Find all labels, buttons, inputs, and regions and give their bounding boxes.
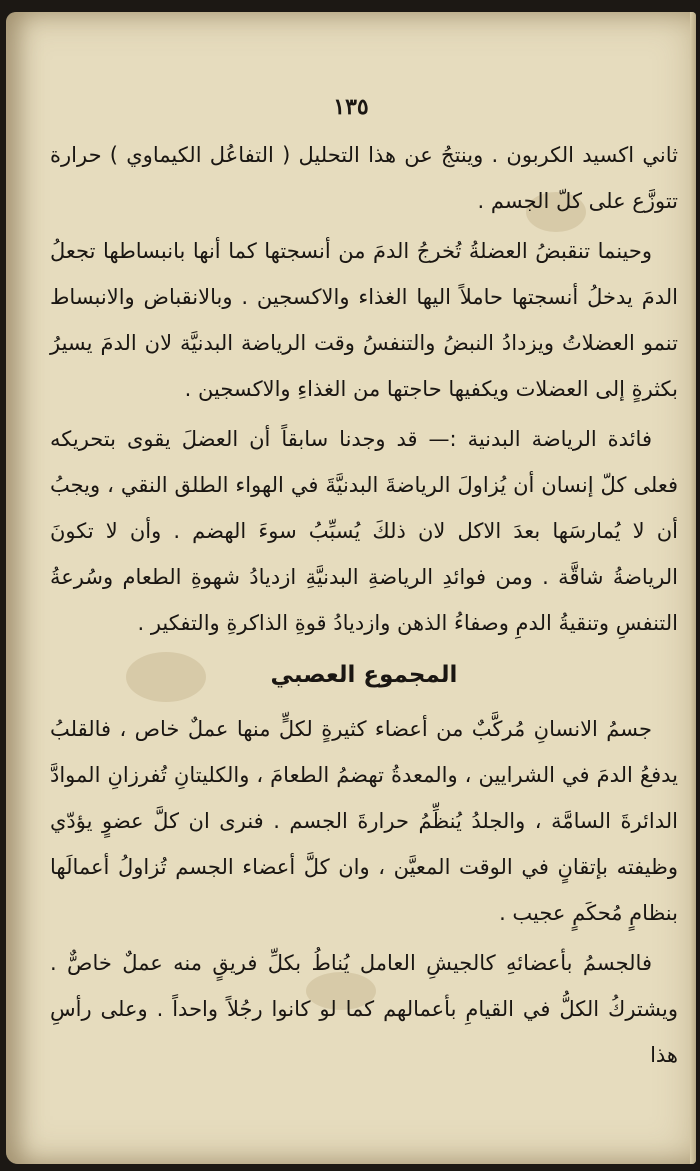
section-heading: المجموع العصبي (270, 662, 458, 688)
paragraph-2: وحينما تنقبضُ العضلةُ تُخرجُ الدمَ من أنسجتها كما أنها بانبساطها تجعلُ الدمَ يدخلُ أنسجتها حاملاً اليها الغذاء والاكسجين . وبالانقباض والانبساط تنمو العضلاتُ ويزدادُ النبضُ والتنفسُ وقت الرياضة البدنيَّة لان الدمَ يسيرُ بكثرةٍ إلى العضلات ويكفيها حاجتها من الغذاءِ والاكسجين . (50, 239, 678, 401)
paragraph-3: فائدة الرياضة البدنية :— قد وجدنا سابقاً أن العضلَ يقوى بتحريكه فعلى كلّ إنسان أن يُزاولَ الرياضةَ البدنيَّةَ في الهواء الطلق النقي ، ويجبُ أن لا يُمارسَها بعدَ الاكل لان ذلكَ يُسبِّبُ سوءَ الهضم . وأن لا تكونَ الرياضةُ شاقَّة . ومن فوائدِ الرياضةِ البدنيَّةِ ازديادُ شهوةِ الطعام وسُرعةُ التنفسِ وتنقيةُ الدمِ وصفاءُ الذهن وازديادُ قوةِ الذاكرةِ والتفكير . (50, 427, 678, 635)
section-paragraph-2: فالجسمُ بأعضائهِ كالجيشِ العامل يُناطُ بكلِّ فريقٍ منه عملٌ خاصٌّ . ويشتركُ الكلُّ في القيامِ بأعمالهم كما لو كانوا رجُلاً واحداً . وعلى رأسِ هذا (50, 951, 678, 1067)
paragraph-1: ثاني اكسيد الكربون . وينتجُ عن هذا التحليل ( التفاعُل الكيماوي ) حرارة تتوزَّع على كلّ الجسم . (50, 143, 678, 213)
body-text (50, 132, 678, 1082)
section-paragraph-1: جسمُ الانسانِ مُركَّبٌ من أعضاء كثيرةٍ لكلٍّ منها عملٌ خاص ، فالقلبُ يدفعُ الدمَ في الشرايين ، والمعدةُ تهضمُ الطعامَ ، والكليتانِ تُفرزانِ الموادَّ الدائرةَ السامَّة ، والجلدُ يُنظِّمُ حرارةَ الجسم . فنرى ان كلَّ عضوٍ يؤدّي وظيفته بإتقانٍ في الوقت المعيَّن ، وان كلَّ أعضاء الجسم تُزاولُ أعمالَها بنظامٍ مُحكَمٍ عجيب . (50, 717, 678, 925)
page-edge (690, 12, 696, 1164)
book-page (6, 12, 696, 1164)
page-number: ١٣٥ (333, 94, 369, 120)
